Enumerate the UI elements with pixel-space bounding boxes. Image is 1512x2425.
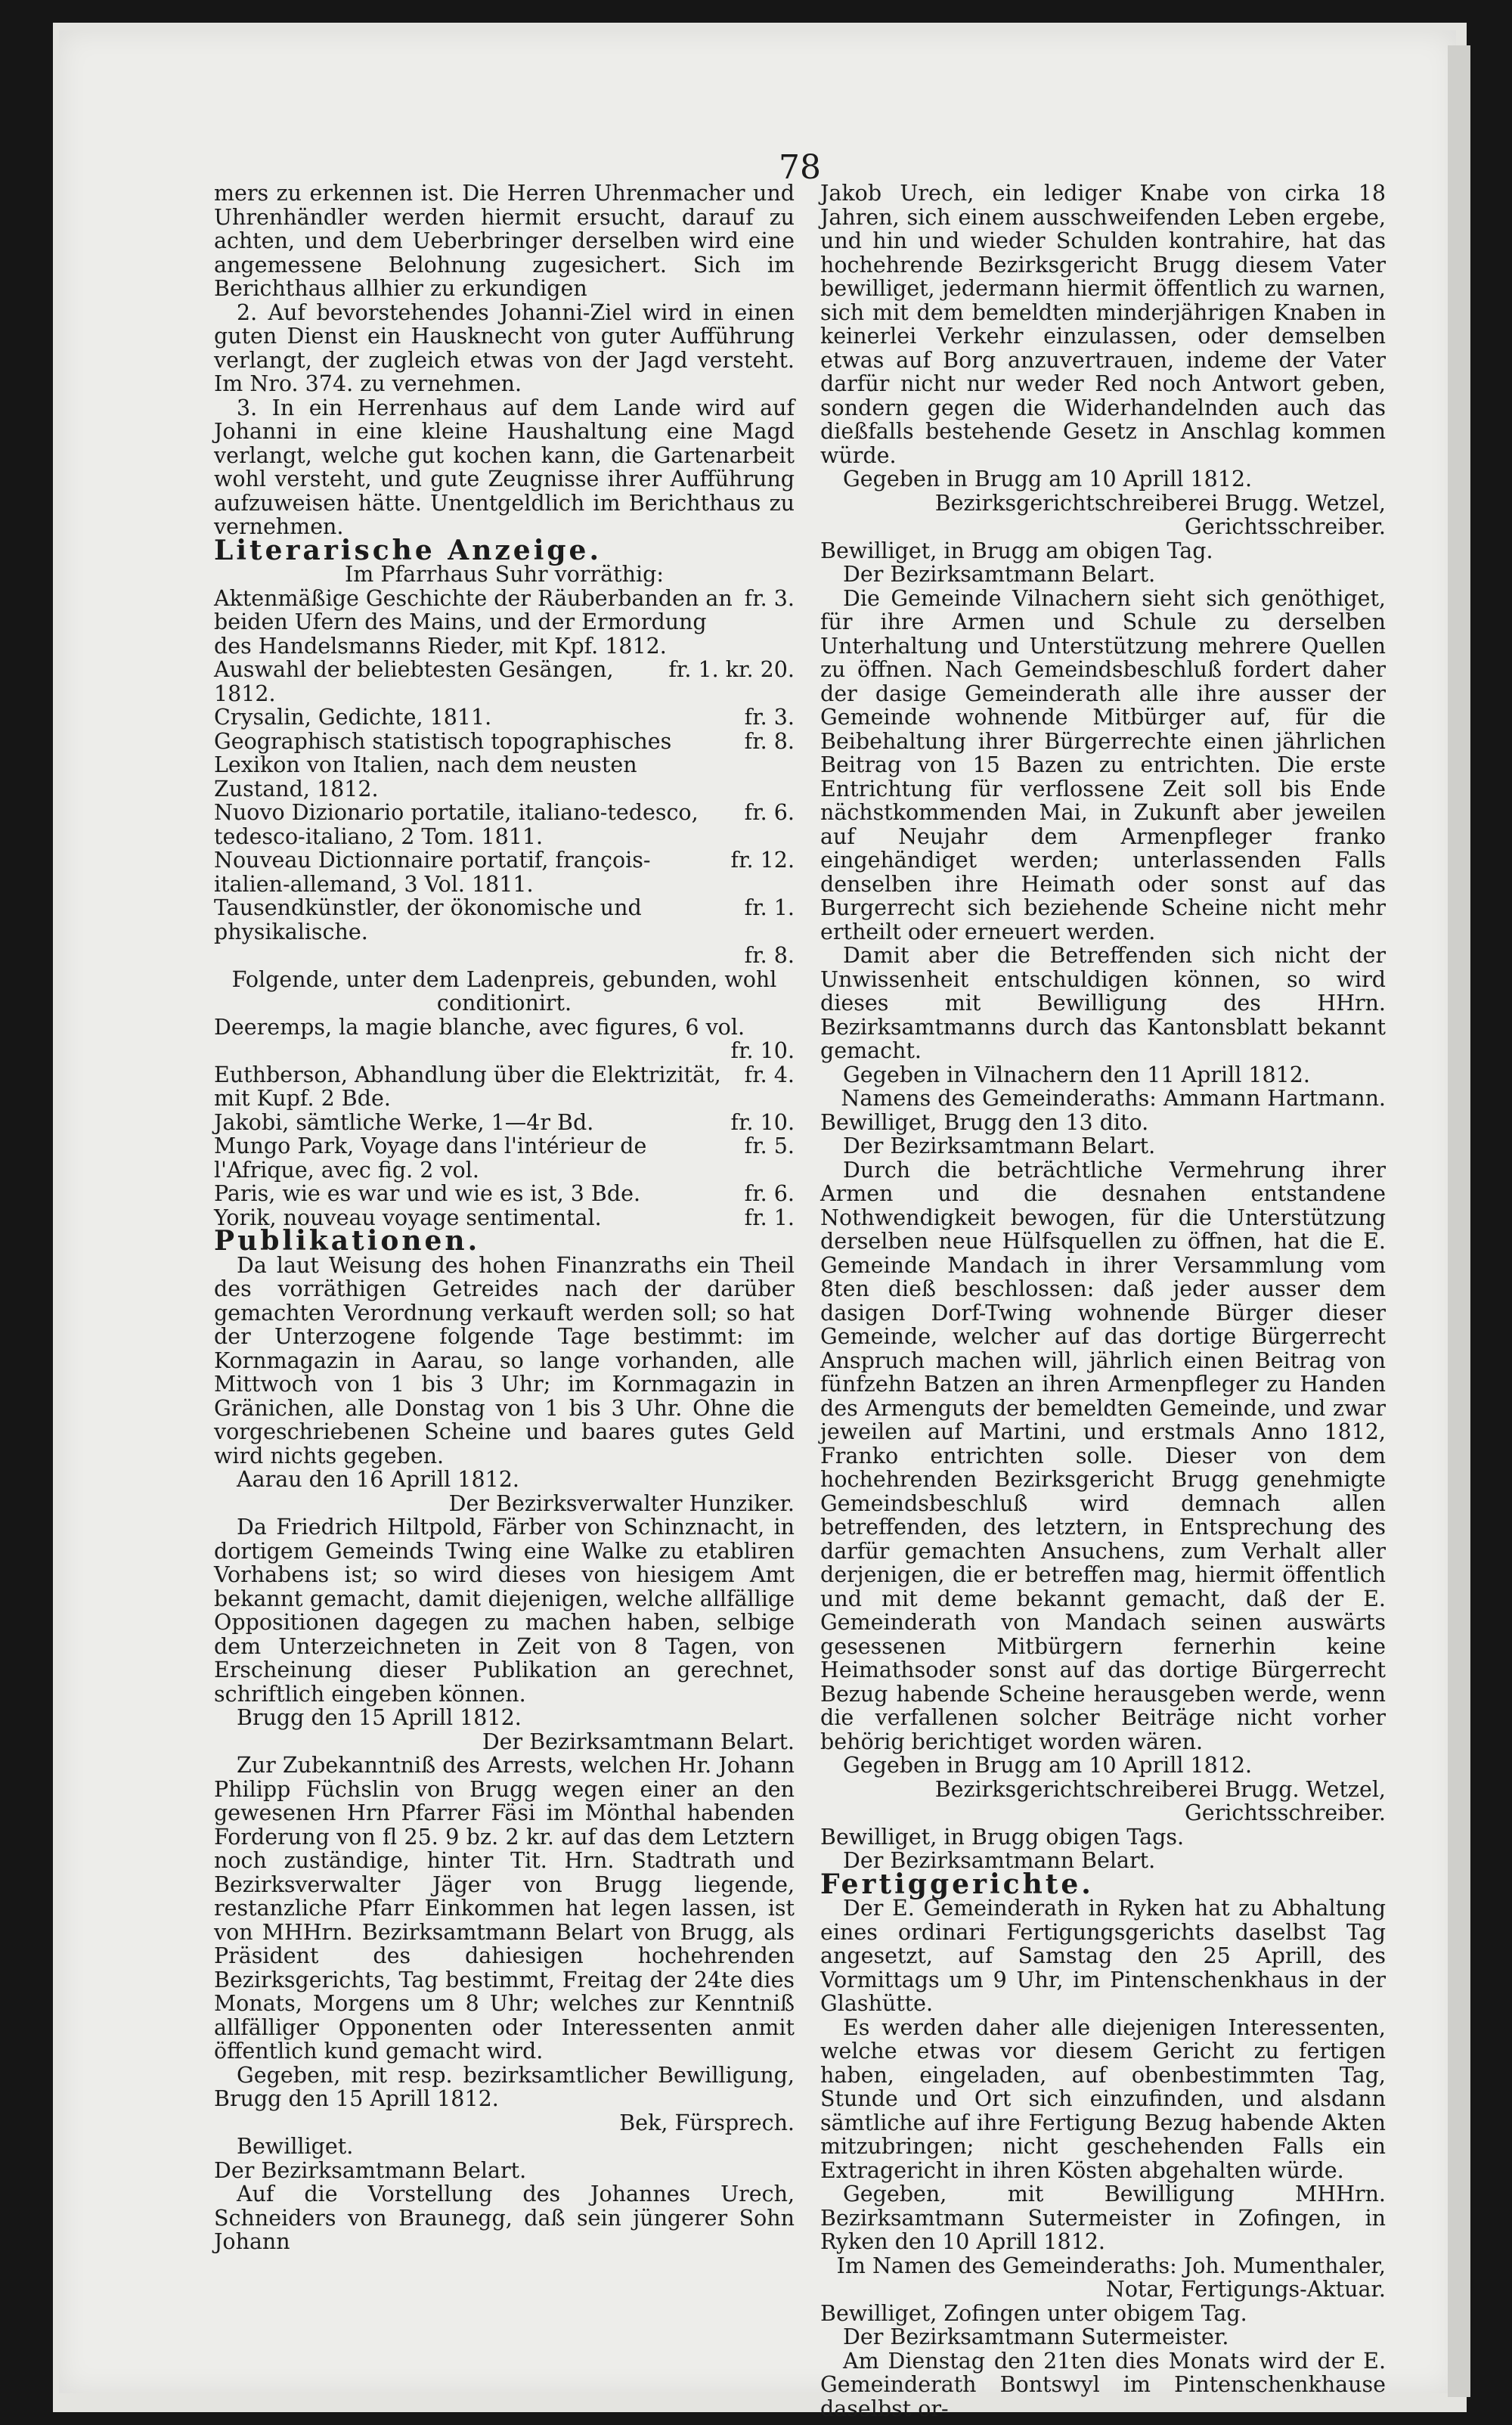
signature: Der Bezirksamtmann Belart.	[482, 1729, 795, 1754]
notice-paragraph: Brugg den 15 Aprill 1812.	[237, 1705, 522, 1730]
notice-paragraph: Die Gemeinde Vilnachern sieht sich genöthiget, für ihre Armen und Schule zu derselben Unterhaltung und Unterstützung mehrere Quellen zu öffnen. Nach Gemeindsbeschluß fordert daher der dasige Gemeinderath alle ihre ausser der Gemeinde wohnende Mitbürger auf, für die Beibehaltung ihrer Bürgerrechte einen jährlichen Beitrag von 15 Bazen zu entrichten. Die erste Entrichtung für verflossene Zeit soll bis Ende nächstkommenden Mai, in Zukunft aber jeweilen auf Neujahr dem Armenpfleger franko eingehändiget werden; unterlassenden Falls denselben ihre Heimath oder sonst auf das Burgerrecht sich beziehende Scheine nicht mehr ertheilt oder erneuert werden.	[820, 585, 1386, 944]
notice-paragraph: Am Dienstag den 21ten dies Monats wird der E. Gemeinderath Bontswyl im Pintenschenkhause daselbst or-	[820, 2348, 1386, 2421]
notice-paragraph: Der E. Gemeinderath in Ryken hat zu Abhaltung eines ordinari Fertigungsgerichts daselbst Tag angesetzt, auf Samstag den 25 Aprill, des Vormittags um 9 Uhr, im Pintenschenkhaus in der Glashütte.	[820, 1896, 1386, 2016]
book-title: Paris, wie es war und wie es ist, 3 Bde.	[214, 1181, 641, 1206]
notice-paragraph: 2. Auf bevorstehendes Johanni-Ziel wird in einen guten Dienst ein Hausknecht von guter Aufführung verlangt, der zugleich etwas von der Jagd versteht. Im Nro. 374. zu vernehmen.	[214, 299, 795, 396]
page-number: 78	[779, 148, 821, 187]
signature: Bek, Fürsprech.	[619, 2110, 795, 2135]
book-title: Nouveau Dictionnaire portatif, françois-italien-allemand, 3 Vol. 1811.	[214, 848, 651, 897]
book-listing	[214, 587, 795, 659]
notice-paragraph: Gegeben in Brugg am 10 Aprill 1812.	[843, 1753, 1253, 1778]
book-price: fr. 6.	[744, 1181, 795, 1206]
section-heading: Fertiggerichte.	[820, 1868, 1094, 1900]
notice-paragraph: Aarau den 16 Aprill 1812.	[237, 1467, 519, 1492]
book-price: fr. 6.	[744, 800, 795, 825]
book-price: fr. 1.	[744, 895, 795, 920]
book-title: Tausendkünstler, der ökonomische und physikalische.	[214, 895, 642, 944]
book-listing	[214, 730, 795, 802]
notice-paragraph: Jakob Urech, ein lediger Knabe von cirka 18 Jahren, sich einem ausschweifenden Leben ergebe, und hin und wieder Schulden kontrahire, hat das hochehrende Bezirksgericht Brugg diesem Vater bewilliget, jedermann hiermit öffentlich zu warnen, sich mit dem bemeldten minderjährigen Knaben in keinerlei Verkehr einzulassen, oder demselben etwas auf Borg anzuvertrauen, indeme der Vater darfür nicht nur weder Red noch Antwort geben, sondern gegen die Widerhandelnden auch das dießfalls bestehende Gesetz in Anschlag kommen würde.	[820, 181, 1386, 468]
book-listing	[214, 801, 795, 848]
book-title: Aktenmäßige Geschichte der Räuberbanden an beiden Ufern des Mains, und der Ermordung des Handelsmanns Rieder, mit Kpf. 1812.	[214, 585, 733, 659]
book-listing	[214, 705, 795, 730]
notice-paragraph: Gegeben in Brugg am 10 Aprill 1812.	[843, 467, 1253, 492]
notice-paragraph: Bewilliget, in Brugg obigen Tags.	[820, 1824, 1185, 1850]
notice-paragraph: Durch die beträchtliche Vermehrung ihrer Armen und die desnahen entstandene Nothwendigkeit bewogen, für die Unterstützung derselben neue Hülfsquellen zu öffnen, hat die E. Gemeinde Mandach in ihrer Versammlung vom 8ten dieß beschlossen: daß jeder ausser dem dasigen Dorf-Twing wohnende Bürger dieser Gemeinde, welcher auf das dortige Bürgerrecht Anspruch machen will, jährlich einen Beitrag von fünfzehn Batzen an ihren Armenpfleger zu Handen des Armenguts der bemeldten Gemeinde, und zwar jeweilen auf Martini, und erstmals Anno 1812, Franko entrichten solle. Dieser von dem hochehrenden Bezirksgericht Brugg genehmigte Gemeindsbeschluß wird demnach allen betreffenden, des letztern, in Entsprechung des darfür gemachten Ansuchens, zum Verhalt aller derjenigen, die er betreffen mag, hiermit öffentlich und mit deme bekannt gemacht, daß der E. Gemeinderath von Mandach seinen auswärts gesessenen Mitbürgern fernerhin keine Heimathsoder sonst auf das dortige Bürgerrecht Bezug habende Scheine herausgeben werde, wenn die verfallenen solcher Beiträge nicht vorher behörig berichtiget worden wären.	[820, 1157, 1386, 1754]
book-title: Auswahl der beliebtesten Gesängen, 1812.	[214, 657, 614, 706]
centered-line: Folgende, unter dem Ladenpreis, gebunden, wohl conditionirt.	[231, 966, 777, 1016]
book-listing	[214, 1111, 795, 1135]
notice-paragraph: Gegeben, mit resp. bezirksamtlicher Bewilligung, Brugg den 15 Aprill 1812.	[214, 2062, 795, 2111]
notice-paragraph: Bewilliget.	[237, 2134, 354, 2159]
book-title: Mungo Park, Voyage dans l'intérieur de l'Afrique, avec fig. 2 vol.	[214, 1133, 647, 1183]
book-title: Deeremps, la magie blanche, avec figures, 6 vol.	[214, 1014, 745, 1040]
book-price: fr. 10.	[730, 1109, 795, 1135]
notice-paragraph: Bewilliget, Zofingen unter obigem Tag.	[820, 2300, 1247, 2326]
right-column	[820, 181, 1386, 2420]
notice-paragraph: Bewilliget, in Brugg am obigen Tag.	[820, 538, 1213, 563]
notice-paragraph: 3. In ein Herrenhaus auf dem Lande wird auf Johanni in eine kleine Haushaltung eine Magd verlangt, welche gut kochen kann, die Gartenarbeit wohl versteht, und gute Zeugnisse ihrer Aufführung aufzuweisen hätte. Unentgeldlich im Berichthaus zu vernehmen.	[214, 395, 795, 539]
notice-paragraph: Der Bezirksamtmann Belart.	[843, 562, 1156, 587]
notice-paragraph: Der Bezirksamtmann Sutermeister.	[843, 2324, 1229, 2349]
book-price: fr. 12.	[730, 848, 795, 873]
book-title: Geographisch statistisch topographisches Lexikon von Italien, nach dem neusten Zustand, 1812.	[214, 728, 672, 802]
book-listing	[214, 848, 795, 896]
book-price: fr. 8.	[744, 728, 795, 754]
book-price: fr. 1.	[744, 1205, 795, 1230]
price-line: fr. 8.	[744, 943, 795, 968]
notice-paragraph: mers zu erkennen ist. Die Herren Uhrenmacher und Uhrenhändler werden hiermit ersucht, darauf zu achten, und dem Ueberbringer derselben wird eine angemessene Belohnung zugesichert. Sich im Berichthaus allhier zu erkundigen	[214, 181, 795, 301]
book-price: fr. 5.	[744, 1133, 795, 1158]
section-heading: Publikationen.	[214, 1225, 481, 1257]
section-heading: Literarische Anzeige.	[214, 534, 602, 566]
book-title: Nuovo Dizionario portatile, italiano-tedesco, tedesco-italiano, 2 Tom. 1811.	[214, 800, 699, 849]
book-listing	[214, 1182, 795, 1206]
notice-paragraph: Da Friedrich Hiltpold, Färber von Schinznacht, in dortigem Gemeinds Twing eine Walke zu etabliren Vorhabens ist; so wird dieses von hiesigem Amt bekannt gemacht, damit diejenigen, welche allfällige Oppositionen dagegen zu machen haben, selbige dem Unterzeichneten in Zeit von 8 Tagen, von Erscheinung dieser Publikation an gerechnet, schriftlich eingeben können.	[214, 1515, 795, 1707]
notice-paragraph: Auf die Vorstellung des Johannes Urech, Schneiders von Braunegg, daß sein jüngerer Sohn Johann	[214, 2182, 795, 2254]
notice-paragraph: Bewilliget, Brugg den 13 dito.	[820, 1109, 1149, 1135]
book-title: Euthberson, Abhandlung über die Elektrizität, mit Kupf. 2 Bde.	[214, 1062, 721, 1111]
book-price: fr. 1. kr. 20.	[668, 657, 795, 682]
notice-paragraph: Da laut Weisung des hohen Finanzraths ein Theil des vorräthigen Getreides nach der darüber gemachten Verordnung verkauft werden soll; so hat der Unterzogene folgende Tage bestimmt: im Kornmagazin in Aarau, so lange vorhanden, alle Mittwoch von 1 bis 3 Uhr; im Kornmagazin in Gränichen, alle Donstag von 1 bis 3 Uhr. Ohne die vorgeschriebenen Scheine und baares gutes Geld wird nichts gegeben.	[214, 1252, 795, 1468]
book-price: fr. 3.	[744, 585, 795, 611]
book-listing	[214, 658, 795, 705]
signature: Der Bezirksverwalter Hunziker.	[448, 1490, 795, 1516]
book-listing	[214, 1134, 795, 1182]
book-title: Yorik, nouveau voyage sentimental.	[214, 1205, 602, 1230]
notice-paragraph: Der Bezirksamtmann Belart.	[843, 1848, 1156, 1873]
page-edge	[1448, 45, 1470, 2397]
notice-paragraph: Zur Zubekanntniß des Arrests, welchen Hr. Johann Philipp Füchslin von Brugg wegen einer an den gewesenen Hrn Pfarrer Fäsi im Mönthal habenden Forderung von fl 25. 9 bz. 2 kr. auf das dem Letztern noch zuständige, hinter Tit. Hrn. Stadtrath und Bezirksverwalter Jäger von Brugg liegende, restanzliche Pfarr Einkommen hat legen lassen, ist von MHHrn. Bezirksamtmann Belart von Brugg, als Präsident des dahiesigen hochehrenden Bezirksgerichts, Tag bestimmt, Freitag der 24te dies Monats, Morgens um 8 Uhr; welches zur Kenntniß allfälliger Opponenten oder Interessenten anmit öffentlich kund gemacht wird.	[214, 1753, 795, 2064]
signature: Im Namen des Gemeinderaths: Joh. Mumenthaler, Notar, Fertigungs-Aktuar.	[836, 2253, 1386, 2302]
notice-paragraph: Damit aber die Betreffenden sich nicht der Unwissenheit entschuldigen können, so wird dieses mit Bewilligung des HHrn. Bezirksamtmanns durch das Kantonsblatt bekannt gemacht.	[820, 943, 1386, 1063]
book-title: Jakobi, sämtliche Werke, 1—4r Bd.	[214, 1109, 594, 1135]
notice-paragraph: Der Bezirksamtmann Belart.	[843, 1133, 1156, 1158]
notice-paragraph: Gegeben, mit Bewilligung MHHrn. Bezirksamtmann Sutermeister in Zofingen, in Ryken den 10 Aprill 1812.	[820, 2182, 1386, 2254]
signature: Bezirksgerichtschreiberei Brugg. Wetzel, Gerichtsschreiber.	[934, 1776, 1386, 1825]
centered-line: Im Pfarrhaus Suhr vorräthig:	[345, 562, 664, 587]
notice-paragraph: Der Bezirksamtmann Belart.	[214, 2157, 527, 2183]
left-column	[214, 181, 795, 2254]
notice-paragraph: Gegeben in Vilnachern den 11 Aprill 1812.	[843, 1062, 1310, 1087]
book-price: fr. 4.	[744, 1062, 795, 1087]
book-price: fr. 3.	[744, 705, 795, 730]
book-listing	[214, 1016, 795, 1040]
signature: Namens des Gemeinderaths: Ammann Hartmann.	[841, 1086, 1386, 1111]
book-listing	[214, 1063, 795, 1111]
book-listing	[214, 896, 795, 944]
price-line: fr. 10.	[730, 1038, 795, 1063]
notice-paragraph: Es werden daher alle diejenigen Interessenten, welche etwas vor diesem Gericht zu fertigen haben, eingeladen, auf obenbestimmten Tag, Stunde und Ort sich einzufinden, und alsdann sämtliche auf ihre Fertigung Bezug habende Akten mitzubringen; nicht geschehenden Falls ein Extragericht in ihren Kösten abgehalten würde.	[820, 2014, 1386, 2183]
book-title: Crysalin, Gedichte, 1811.	[214, 705, 492, 730]
signature: Bezirksgerichtschreiberei Brugg. Wetzel, Gerichtsschreiber.	[934, 490, 1386, 539]
